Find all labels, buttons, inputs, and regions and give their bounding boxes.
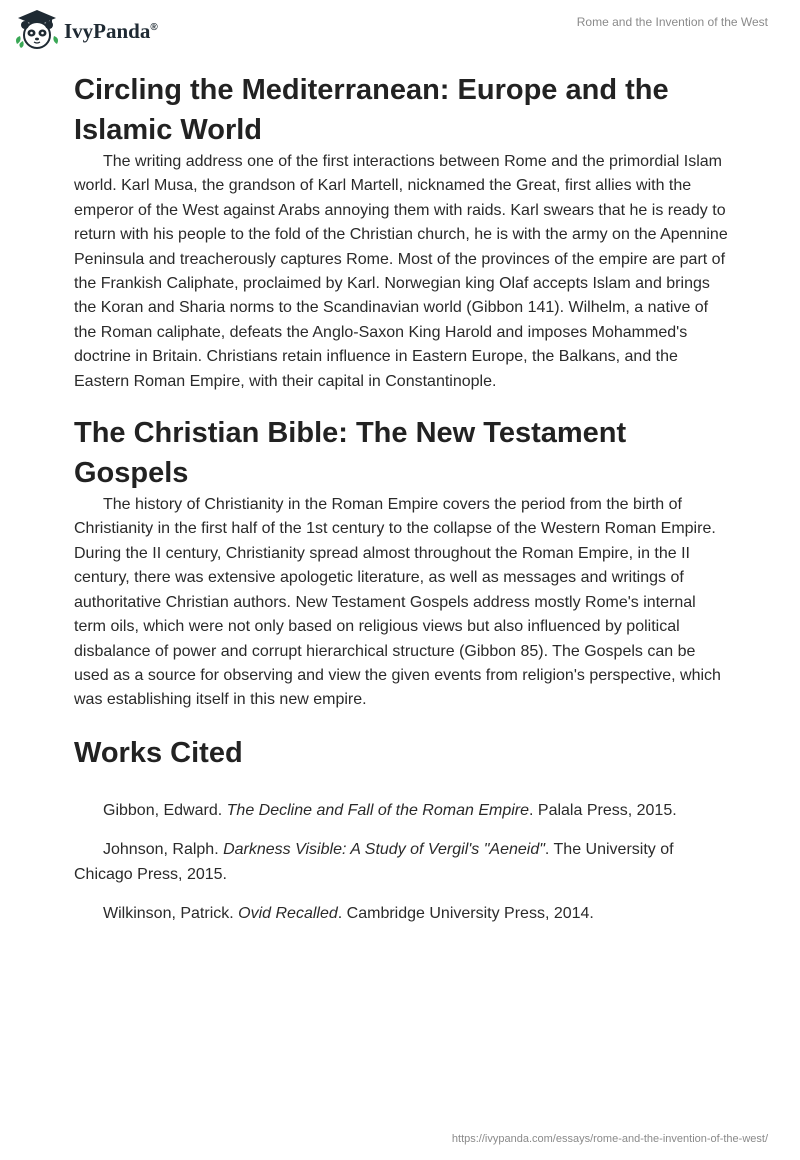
ivypanda-logo[interactable] bbox=[14, 8, 158, 52]
source-url-link[interactable]: https://ivypanda.com/essays/rome-and-the-invention-of-the-west/ bbox=[451, 1133, 768, 1145]
section-paragraph: The writing address one of the first interactions between Rome and the primordial Islam world. Karl Musa, the grandson of Karl Martell, nicknamed the Great, first allies with the emperor of the West against Arabs annoying them with raids. Karl swears that he is ready to return with his people to the fold of the Christian church, he is with the army on the Apennine Peninsula and treacherously captures Rome. Most of the provinces of the empire are part of the Frankish Caliphate, proclaimed by Karl. Norwegian king Olaf accepts Islam and brings the Koran and Sharia norms to the Scandinavian world (Gibbon 141). Wilhelm, a native of the Roman caliphate, defeats the Anglo-Saxon King Harold and imposes Mohammed's doctrine in Britain. Christians retain influence in Eastern Europe, the Balkans, and the Eastern Roman Empire, with their capital in Constantinople. bbox=[74, 153, 728, 390]
section-paragraph: The history of Christianity in the Roman Empire covers the period from the birth of Christianity in the first half of the 1st century to the collapse of the Western Roman Empire. During the II century, Christianity spread almost throughout the Roman Empire, in the II century, there was extensive apologetic literature, as well as messages and writings of authoritative Christian authors. New Testament Gospels address mostly Rome's internal term oils, which were not only based on religious views but also influenced by political disbalance of power and corrupt hierarchical structure (Gibbon 85). The Gospels can be used as a source for observing and view the given events from religion's perspective, which was establishing itself in this new empire. bbox=[74, 496, 721, 709]
essay-content bbox=[74, 70, 728, 941]
brand-name: IvyPanda® bbox=[64, 18, 158, 43]
citation-entry: Johnson, Ralph. Darkness Visible: A Study of Vergil's "Aeneid". The University of Chicago Press, 2015. bbox=[74, 841, 674, 883]
document-title: Rome and the Invention of the West bbox=[576, 15, 768, 29]
panda-mascot-icon bbox=[14, 8, 60, 52]
citation-entry: Gibbon, Edward. The Decline and Fall of the Roman Empire. Palala Press, 2015. bbox=[103, 801, 677, 819]
page-header bbox=[0, 0, 800, 62]
works-cited-heading: Works Cited bbox=[74, 736, 243, 769]
works-cited-list bbox=[74, 799, 728, 927]
section-heading: Circling the Mediterranean: Europe and the Islamic World bbox=[74, 74, 669, 146]
citation-entry: Wilkinson, Patrick. Ovid Recalled. Cambridge University Press, 2014. bbox=[103, 904, 594, 922]
section-heading: The Christian Bible: The New Testament Gospels bbox=[74, 417, 627, 490]
